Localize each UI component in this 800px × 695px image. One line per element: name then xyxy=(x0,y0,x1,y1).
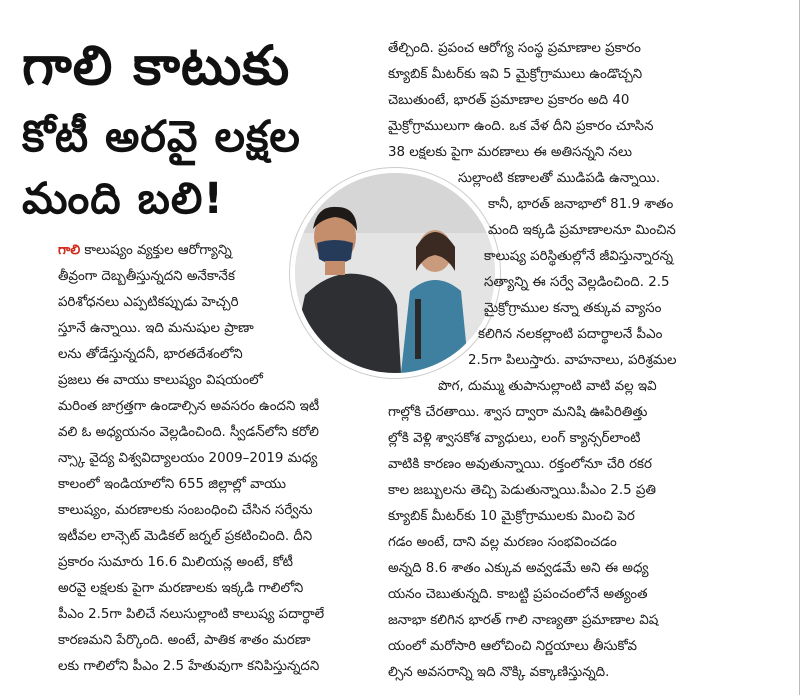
article-line: 2.5గా పిలుస్తారు. వాహనాలు, పరిశ్రమల xyxy=(468,353,677,368)
article-line: ల్లోకి వెళ్లి శ్వాసకోశ వ్యాధులు, లంగ్ క్యాన్సర్‌లాంటి xyxy=(388,431,641,446)
article-line: ఇటీవల లాన్సెట్ మెడికల్ జర్నల్ ప్రకటించింది. దీని xyxy=(58,529,313,544)
article-line: ప్రకారం సుమారు 16.6 మిలియన్ల అంటే, కోటీ xyxy=(58,555,293,570)
article-line: కాలుష్య పరిస్థితుల్లోనే జీవిస్తున్నారన్న xyxy=(484,249,673,264)
article-line: కాల జబ్బులను తెచ్చి పెడుతున్నాయి.పీఎం 2.5 ప్రతి xyxy=(388,483,656,498)
article-line: న్స్కా వైద్య విశ్వవిద్యాలయం 2009–2019 మధ్య xyxy=(58,451,318,466)
article-line: 38 లక్షలకు పైగా మరణాలు ఈ అతిసన్నని నలు xyxy=(388,145,633,160)
article-line: మరింత జాగ్రత్తగా ఉండాల్సిన అవసరం ఉందని ఇటీ xyxy=(58,399,320,414)
article-left-column xyxy=(58,238,388,680)
headline-line-1: గాలి కాటుకు xyxy=(22,34,291,97)
article-line: స్తూనే ఉన్నాయి. ఇది మనుషుల ప్రాణా xyxy=(58,321,254,336)
article-line: సుల్లాంటి కణాలతో ముడిపడి ఉన్నాయి. xyxy=(458,171,661,186)
article-line-text: కాలుష్యం వ్యక్తుల ఆరోగ్యాన్ని xyxy=(80,243,232,258)
article-line: వాటికి కారణం అవుతున్నాయి. రక్తంలోనూ చేరి రకర xyxy=(388,457,652,472)
article-line: యంలో మరోసారి ఆలోచించి నిర్ణయాలు తీసుకోవ xyxy=(388,639,638,654)
article-line: మంది ఇక్కడి ప్రమాణాలనూ మించిన xyxy=(488,223,676,238)
article-line: మైక్రోగ్రాములుగా ఉంది. ఒక వేళ దీని ప్రకారం చూసిన xyxy=(388,119,654,134)
article-line: కానీ, భారత్ జనాభాలో 81.9 శాతం xyxy=(488,197,674,212)
article-line: మైక్రోగ్రాముల కన్నా తక్కువ వ్యాసం xyxy=(484,301,662,316)
article-line: చెబుతుంటే, భారత్ ప్రమాణాల ప్రకారం అది 40 xyxy=(388,93,630,108)
article-line: తేల్చింది. ప్రపంచ ఆరోగ్య సంస్థ ప్రమాణాల ప్రకారం xyxy=(388,41,641,56)
article-dropcap: గాలి xyxy=(58,243,81,258)
article-line: సత్యాన్ని ఈ సర్వే వెల్లడించింది. 2.5 xyxy=(484,275,670,290)
article-line: క్యూబిక్ మీటర్‌కు ఇవి 5 మైక్రోగ్రాములు ఉండొచ్చని xyxy=(388,67,643,82)
article-line: వలి ఓ అధ్యయనం వెల్లడించింది. స్వీడన్‌లోని కరోలి xyxy=(58,425,319,440)
article-line: పరిశోధనలు ఎప్పటికప్పుడు హెచ్చరి xyxy=(58,295,239,310)
headline-line-2: కోటీ అరవై లక్షల xyxy=(22,112,301,162)
article-line: గడం అంటే, దాని వల్ల మరణం సంభవించడం xyxy=(388,535,617,550)
article-right-column xyxy=(388,36,718,686)
article-line: కాలంలో ఇండియాలోని 655 జిల్లాల్లో వాయు xyxy=(58,477,287,492)
article-line: పొగ, దుమ్ము తుపానుల్లాంటి వాటి వల్ల ఇవి xyxy=(438,379,657,394)
article-line: తీవ్రంగా దెబ్బతీస్తున్నదని అనేకానేక xyxy=(58,269,235,284)
article-line: కలిగిన నలకల్లాంటి పదార్థాలనే పీఎం xyxy=(478,327,663,342)
article-line: ప్రజలు ఈ వాయు కాలుష్యం విషయంలో xyxy=(58,373,263,388)
article-line: అరవై లక్షలకు పైగా మరణాలకు ఇక్కడి గాలిలోని xyxy=(58,581,304,596)
article-line: కాలుష్యం, మరణాలకు సంబంధించి చేసిన సర్వేను xyxy=(58,503,313,518)
article-line xyxy=(58,238,388,264)
article-line: కారణమని పేర్కొంది. అంటే, పాతిక శాతం మరణా xyxy=(58,633,311,648)
article-line: లకు గాలిలోని పీఎం 2.5 హేతువుగా కనిపిస్తున్నదని xyxy=(58,659,320,674)
headline-line-3: మంది బలి! xyxy=(22,174,225,224)
article-line: యనం చెబుతున్నది. కాబట్టి ప్రపంచంలోనే అత్యంత xyxy=(388,587,648,602)
article-line: గాల్లోకి చేరతాయి. శ్వాస ద్వారా మనిషి ఊపిరితిత్తు xyxy=(388,405,648,420)
article-line: జనాభా కలిగిన భారత్ గాలి నాణ్యతా ప్రమాణాల విష xyxy=(388,613,659,628)
article-line: అన్నది 8.6 శాతం ఎక్కువ అవ్వడమే అని ఈ అధ్య xyxy=(388,561,649,576)
article-line: ల్సిన అవసరాన్ని ఇది నొక్కి వక్కాణిస్తున్నది. xyxy=(388,665,610,680)
article-line: లను తోడేస్తున్నదనీ, భారతదేశంలోని xyxy=(58,347,243,362)
article-line: పీఎం 2.5గా పిలిచే నలుసుల్లాంటి కాలుష్య పదార్థాలే xyxy=(58,607,325,622)
article-line: క్యూబిక్ మీటర్‌కు 10 మైక్రోగ్రాములకు మించి పెర xyxy=(388,509,635,524)
